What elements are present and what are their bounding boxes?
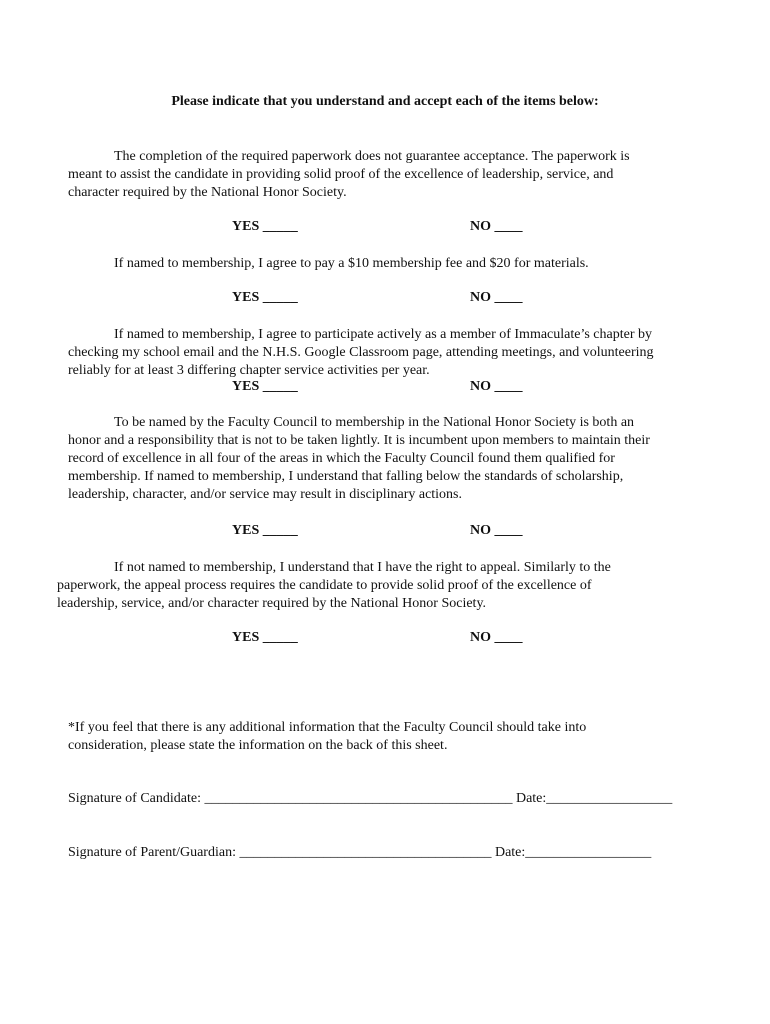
- paragraph-line: membership. If named to membership, I understand that falling below the standards of scholarship,: [68, 469, 624, 484]
- no-field-5[interactable]: NO ____: [470, 630, 523, 645]
- paragraph-line: honor and a responsibility that is not to be taken lightly. It is incumbent upon members to maintain their: [68, 433, 650, 448]
- paragraph-line: If not named to membership, I understand that I have the right to appeal. Similarly to the: [114, 560, 611, 575]
- yes-field-5[interactable]: YES _____: [232, 630, 298, 645]
- paragraph-line: record of excellence in all four of the areas in which the Faculty Council found them qualified for: [68, 451, 615, 466]
- additional-info-note: [68, 719, 586, 755]
- paragraph-participation: [68, 326, 654, 380]
- yes-field-2[interactable]: YES _____: [232, 290, 298, 305]
- no-field-4[interactable]: NO ____: [470, 523, 523, 538]
- candidate-signature-line[interactable]: Signature of Candidate: ____________________________________________ Date:__________________: [68, 791, 673, 806]
- note-line: consideration, please state the information on the back of this sheet.: [68, 738, 448, 753]
- paragraph-paperwork: [68, 148, 630, 202]
- paragraph-line: character required by the National Honor Society.: [68, 185, 347, 200]
- note-line: *If you feel that there is any additional information that the Faculty Council should take into: [68, 720, 587, 735]
- page-heading: Please indicate that you understand and accept each of the items below:: [171, 94, 599, 109]
- paragraph-line: leadership, service, and/or character required by the National Honor Society.: [57, 596, 487, 611]
- paragraph-line: reliably for at least 3 differing chapter service activities per year.: [68, 363, 430, 378]
- paragraph-line: If named to membership, I agree to pay a $10 membership fee and $20 for materials.: [114, 256, 589, 271]
- paragraph-line: To be named by the Faculty Council to membership in the National Honor Society is both an: [114, 415, 635, 430]
- paragraph-line: If named to membership, I agree to participate actively as a member of Immaculate’s chapter by: [114, 327, 652, 342]
- paragraph-fee: [114, 255, 589, 273]
- paragraph-line: paperwork, the appeal process requires the candidate to provide solid proof of the excellence of: [57, 578, 592, 593]
- paragraph-line: meant to assist the candidate in providing solid proof of the excellence of leadership, service, and: [68, 167, 614, 182]
- yes-field-4[interactable]: YES _____: [232, 523, 298, 538]
- paragraph-responsibility: [68, 414, 650, 504]
- paragraph-line: leadership, character, and/or service may result in disciplinary actions.: [68, 487, 463, 502]
- yes-field-3[interactable]: YES _____: [232, 379, 298, 394]
- paragraph-line: checking my school email and the N.H.S. Google Classroom page, attending meetings, and volunteering: [68, 345, 654, 360]
- no-field-3[interactable]: NO ____: [470, 379, 523, 394]
- yes-field-1[interactable]: YES _____: [232, 219, 298, 234]
- paragraph-appeal: [57, 559, 611, 613]
- no-field-1[interactable]: NO ____: [470, 219, 523, 234]
- no-field-2[interactable]: NO ____: [470, 290, 523, 305]
- parent-signature-line[interactable]: Signature of Parent/Guardian: ____________________________________ Date:__________________: [68, 845, 652, 860]
- paragraph-line: The completion of the required paperwork does not guarantee acceptance. The paperwork is: [114, 149, 630, 164]
